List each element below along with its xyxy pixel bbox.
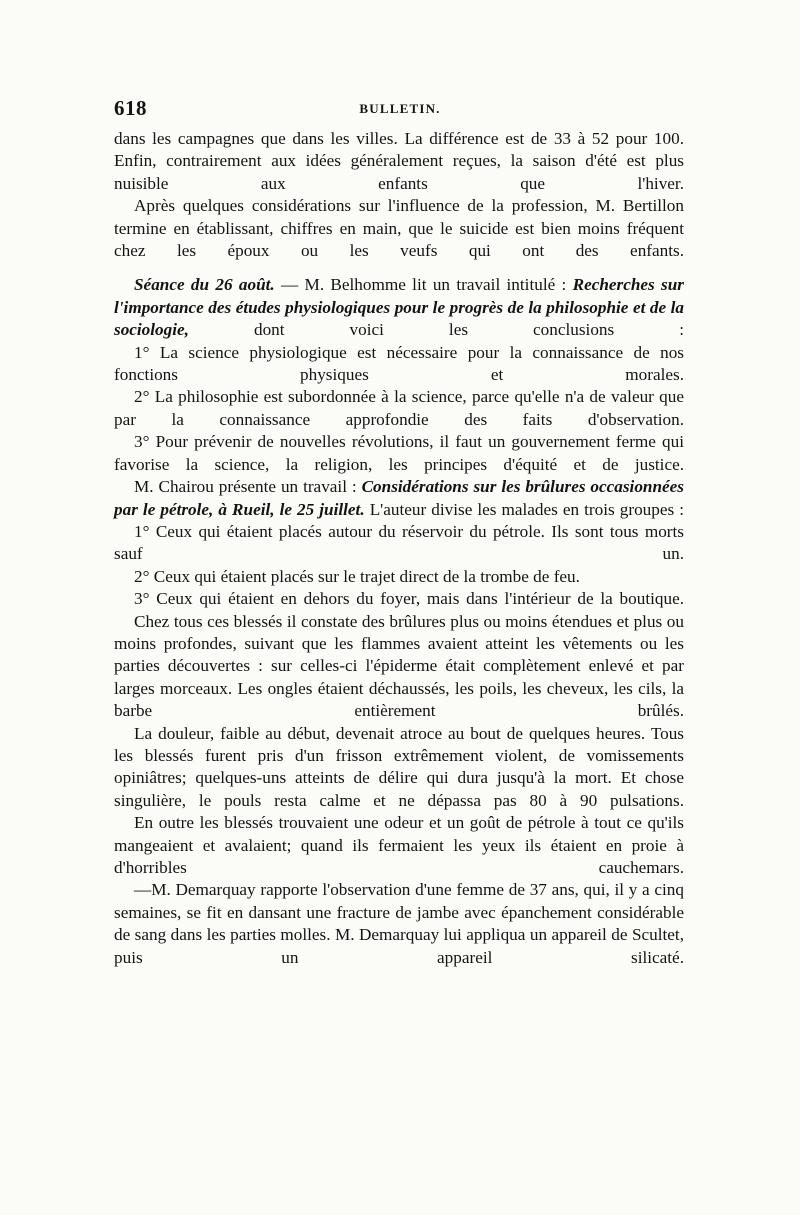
session-date: Séance du 26 août. [134,275,275,295]
paragraph: La douleur, faible au début, devenait atroce au bout de quelques heures. Tous les blessés furent pris d'un frisson extrêmement violent, de vomissements opiniâtres; quelques-uns atteints de délire qui dura jusqu'à la mort. Et chose singulière, le pouls resta calme et ne dépassa pas 80 à 90 pulsations. [114,723,684,810]
paragraph: 3° Ceux qui étaient en dehors du foyer, mais dans l'intérieur de la boutique. [134,589,684,609]
paragraph: 2° Ceux qui étaient placés sur le trajet direct de la trombe de feu. [134,566,580,586]
paragraph: En outre les blessés trouvaient une odeur et un goût de pétrole à tout ce qu'ils mangeaient et avalaient; quand ils fermaient les yeux ils étaient en proie à d'horribles cauchemars. [114,813,684,877]
paragraph-seance: Séance du 26 août. — M. Belhomme lit un travail intitulé : Recherches sur l'importance des études physiologiques pour le progrès de la philosophie et de la sociologie, dont voici les conclusions : [114,275,684,340]
page-number: 618 [114,96,147,120]
paragraph: 3° Pour prévenir de nouvelles révolutions, il faut un gouvernement ferme qui favorise la science, la religion, les principes d'équité et de justice. [114,432,684,474]
work-title: Recherches sur l'importance des études physiologiques pour le progrès de la philosophie et de la sociologie, [114,275,684,340]
paragraph: —M. Demarquay rapporte l'observation d'une femme de 37 ans, qui, il y a cinq semaines, se fit en dansant une fracture de jambe avec épanchement considérable de sang dans les parties molles. M. Demarquay lui appliqua un appareil de Scultet, puis un appareil silicaté. [114,880,684,967]
paragraph: 1° Ceux qui étaient placés autour du réservoir du pétrole. Ils sont tous morts sauf un. [114,521,684,564]
paragraph: dans les campagnes que dans les villes. La différence est de 33 à 52 pour 100. Enfin, contrairement aux idées généralement reçues, la saison d'été est plus nuisible aux enfants que l'hiver. [114,129,684,193]
paragraph: M. Chairou présente un travail : Considérations sur les brûlures occasionnées par le pétrole, à Rueil, le 25 juillet. L'auteur divise les malades en trois groupes : [114,477,684,519]
running-head: BULLETIN. [359,101,441,116]
section-gap [114,262,684,274]
page-header [114,96,686,120]
paragraph: Après quelques considérations sur l'influence de la profession, M. Bertillon termine en établissant, chiffres en main, que le suicide est bien moins fréquent chez les époux ou les veufs qui ont des enfants. [114,196,684,261]
paragraph: 2° La philosophie est subordonnée à la science, parce qu'elle n'a de valeur que par la connaissance approfondie des faits d'observation. [114,387,684,429]
body-text [114,128,684,969]
paragraph: 1° La science physiologique est nécessaire pour la connaissance de nos fonctions physiques et morales. [114,342,684,385]
paragraph: Chez tous ces blessés il constate des brûlures plus ou moins étendues et plus ou moins profondes, suivant que les flammes avaient atteint les vêtements ou les parties découvertes : sur celles-ci l'épiderme était complètement enlevé et par larges morceaux. Les ongles étaient déchaussés, les poils, les cheveux, les cils, la barbe entièrement brûlés. [114,611,684,721]
work-title: Considérations sur les brûlures occasionnées par le pétrole, à Rueil, le 25 juillet. [114,477,684,519]
